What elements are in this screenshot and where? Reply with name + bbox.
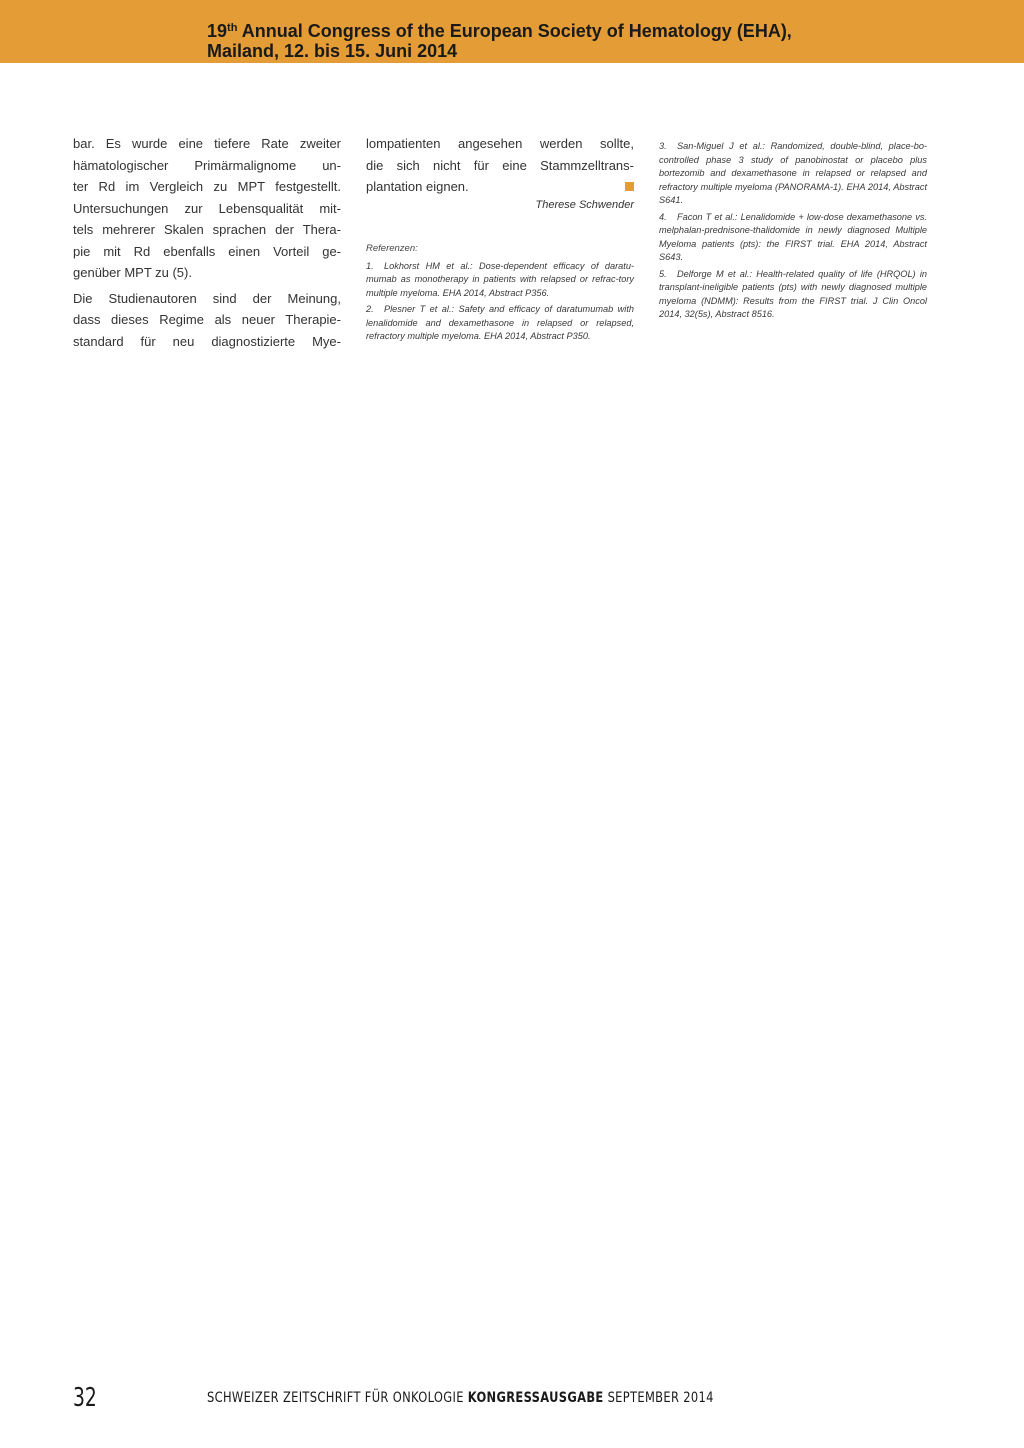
reference-text: Facon T et al.: Lenalidomide + low-dose dexamethasone vs. melphalan-prednisone-thalidomide in newly diagnosed Multiple Myeloma patients (pts): the FIRST trial. EHA 2014, Abstract S643. [659,211,927,262]
text-line: die sich nicht für eine Stammzelltrans- [366,157,634,173]
title-ordinal-suffix: th [227,22,238,34]
paragraph-3 [366,133,634,198]
journal-footer [207,1390,714,1406]
title-line-1-text: Annual Congress of the European Society of Hematology (EHA), [237,21,792,41]
text-line: bar. Es wurde eine tiefere Rate zweiter [73,136,341,151]
text-line-last [366,176,634,198]
text-line: standard für neu diagnostizierte Mye- [73,333,341,349]
paragraph-2 [73,288,341,353]
reference-number: 2. [366,304,374,314]
reference-number: 4. [659,211,667,222]
text-line: dass dieses Regime als neuer Therapie- [73,312,341,327]
text-line: plantation eignen. [366,179,469,194]
column-3 [659,140,927,325]
reference-item [659,140,927,208]
journal-name: SCHWEIZER ZEITSCHRIFT FÜR ONKOLOGIE [207,1390,464,1406]
reference-text: Plesner T et al.: Safety and efficacy of daratumumab with lenalidomide and dexamethasone in relapsed or relapsed, refractory multiple myeloma. EHA 2014, Abstract P350. [366,304,634,341]
issue-date: SEPTEMBER 2014 [607,1390,714,1406]
page-title [207,21,1007,61]
issue-label: KONGRESSAUSGABE [467,1390,604,1406]
reference-item [659,268,927,322]
text-line: tels mehrerer Skalen sprachen der Thera- [73,222,341,237]
reference-item [366,303,634,344]
reference-number: 3. [659,141,667,151]
reference-item [366,260,634,301]
text-line: pie mit Rd ebenfalls einen Vorteil ge- [73,243,341,259]
author-name: Therese Schwender [535,198,634,211]
text-line: Untersuchungen zur Lebensqualität mit- [73,200,341,216]
title-line-1 [207,21,1007,41]
reference-text: San-Miguel J et al.: Randomized, double-blind, place-bo-controlled phase 3 study of panobinostat or placebo plus bortezomib and dexamethasone in relapsed or relapsed and refractory multiple myeloma (PANORAMA-1). EHA 2014, Abstract S641. [659,141,927,205]
text-line: ter Rd im Vergleich zu MPT festgestellt. [73,179,341,194]
text-line: hämatologischer Primärmalignome un- [73,157,341,173]
column-1 [73,133,341,356]
title-line-2: Mailand, 12. bis 15. Juni 2014 [207,41,458,61]
reference-item [659,211,927,265]
title-ordinal: 19 [207,21,228,41]
reference-number: 5. [659,268,667,279]
references-heading: Referenzen: [366,242,418,254]
text-line: Die Studienautoren sind der Meinung, [73,290,341,306]
reference-number: 1. [366,260,374,271]
text-line: lompatienten angesehen werden sollte, [366,136,634,151]
text-line: genüber MPT zu (5). [73,265,192,280]
paragraph-1 [73,133,341,284]
page-number: 32 [73,1383,97,1413]
reference-text: Lokhorst HM et al.: Dose-dependent efficacy of daratu-mumab as monotherapy in patients with relapsed or refrac-tory multiple myeloma. EHA 2014, Abstract P356. [366,260,634,298]
column-2 [366,133,634,347]
end-of-article-square-icon [625,182,634,191]
reference-text: Delforge M et al.: Health-related quality of life (HRQOL) in transplant-ineligible patients (pts) with newly diagnosed multiple myeloma (NDMM): Results from the FIRST trial. J Clin Oncol 2014, 32(5s), Abstract 8516. [659,268,927,319]
